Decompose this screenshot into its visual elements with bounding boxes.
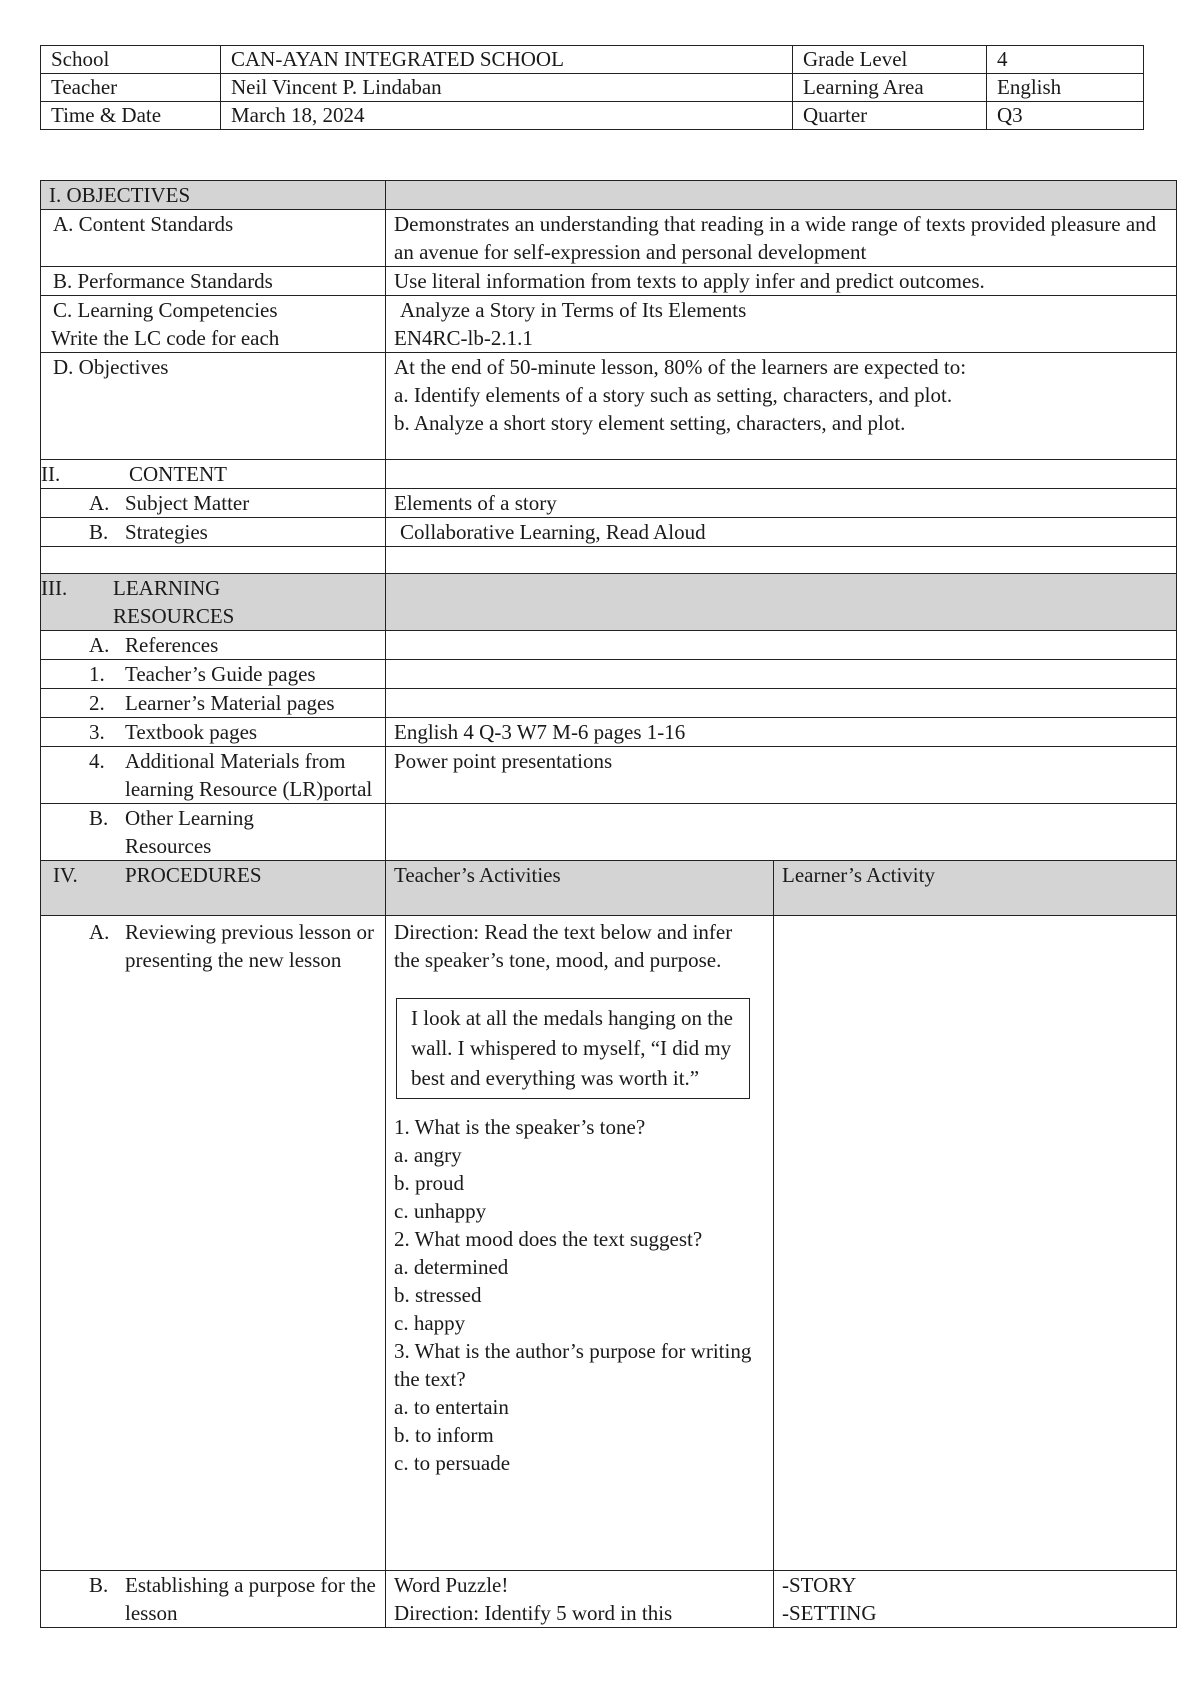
- question-line: 2. What mood does the text suggest?: [394, 1227, 703, 1251]
- content-standards-label: A. Content Standards: [41, 210, 386, 267]
- competencies-note: Write the LC code for each: [51, 326, 280, 350]
- procedure-a-marker: A.: [89, 920, 110, 944]
- objectives-row: [41, 353, 1177, 460]
- teacher-value: Neil Vincent P. Lindaban: [221, 74, 793, 102]
- strategies-value: Collaborative Learning, Read Aloud: [386, 518, 1177, 547]
- subject-marker: A.: [89, 491, 110, 515]
- other-resources-marker: B.: [89, 806, 109, 830]
- procedure-a-row: [41, 916, 1177, 1571]
- question-line: a. angry: [394, 1143, 462, 1167]
- header-row-school: [41, 46, 1144, 74]
- school-value: CAN-AYAN INTEGRATED SCHOOL: [221, 46, 793, 74]
- procedure-a-direction: Direction: Read the text below and infer the speaker’s tone, mood, and purpose.: [394, 920, 733, 972]
- resource-item-label: Teacher’s Guide pages: [125, 662, 316, 686]
- performance-standards-label: B. Performance Standards: [41, 267, 386, 296]
- question-line: c. to persuade: [394, 1451, 511, 1475]
- time-label: Time & Date: [41, 102, 221, 130]
- question-line: 1. What is the speaker’s tone?: [394, 1115, 646, 1139]
- procedures-header-row: [41, 861, 1177, 916]
- subject-value: Elements of a story: [386, 489, 1177, 518]
- procedure-a-label: Reviewing previous lesson or presenting the new lesson: [125, 920, 375, 972]
- resource-item-row: [41, 660, 1177, 689]
- learner-answer: -STORY: [782, 1573, 857, 1597]
- procedure-b-title: Word Puzzle!: [394, 1573, 509, 1597]
- resource-item-row: [41, 718, 1177, 747]
- content-standards-value: Demonstrates an understanding that reading in a wide range of texts provided pleasure and an avenue for self-expression and personal development: [386, 210, 1177, 267]
- resource-item-value: [386, 660, 1177, 689]
- content-title: CONTENT: [129, 462, 227, 486]
- quarter-value: Q3: [987, 102, 1144, 130]
- resource-item-row: [41, 747, 1177, 804]
- objectives-title: I. OBJECTIVES: [41, 181, 386, 210]
- resource-item-label: Additional Materials from learning Resource (LR)portal: [125, 749, 373, 801]
- blank-row: [41, 547, 1177, 574]
- quarter-label: Quarter: [793, 102, 987, 130]
- resources-numeral: III.: [41, 576, 68, 600]
- lesson-plan-table: [40, 180, 1177, 1628]
- question-line: a. determined: [394, 1255, 509, 1279]
- area-label: Learning Area: [793, 74, 987, 102]
- content-standards-row: [41, 210, 1177, 267]
- question-line: c. unhappy: [394, 1199, 487, 1223]
- other-resources-label: Other Learning Resources: [125, 806, 254, 858]
- procedures-numeral: IV.: [53, 863, 78, 887]
- strategies-marker: B.: [89, 520, 109, 544]
- resource-item-marker: 2.: [89, 691, 105, 715]
- learner-answer: -SETTING: [782, 1601, 877, 1625]
- time-value: March 18, 2024: [221, 102, 793, 130]
- resource-item-row: [41, 689, 1177, 718]
- procedure-b-direction: Direction: Identify 5 word in this: [394, 1601, 673, 1625]
- question-line: b. stressed: [394, 1283, 482, 1307]
- grade-value: 4: [987, 46, 1144, 74]
- procedures-title: PROCEDURES: [125, 863, 262, 887]
- header-table: [40, 45, 1144, 130]
- performance-standards-row: [41, 267, 1177, 296]
- area-value: English: [987, 74, 1144, 102]
- resource-item-value: English 4 Q-3 W7 M-6 pages 1-16: [386, 718, 1177, 747]
- objective-b: b. Analyze a short story element setting, characters, and plot.: [394, 411, 906, 435]
- performance-standards-value: Use literal information from texts to apply infer and predict outcomes.: [386, 267, 1177, 296]
- resource-item-marker: 4.: [89, 749, 105, 773]
- header-row-time: [41, 102, 1144, 130]
- teacher-activities-header: Teacher’s Activities: [386, 861, 774, 916]
- question-line: a. to entertain: [394, 1395, 509, 1419]
- strategies-row: [41, 518, 1177, 547]
- question-line: 3. What is the author’s purpose for writing the text?: [394, 1339, 752, 1391]
- competency-text: Analyze a Story in Terms of Its Elements: [400, 298, 747, 322]
- references-row: [41, 631, 1177, 660]
- resource-item-marker: 1.: [89, 662, 105, 686]
- competency-code: EN4RC-lb-2.1.1: [394, 326, 533, 350]
- objectives-label: D. Objectives: [41, 353, 386, 460]
- resource-item-value: Power point presentations: [386, 747, 1177, 804]
- references-label: References: [125, 633, 219, 657]
- resource-item-marker: 3.: [89, 720, 105, 744]
- resource-item-label: Learner’s Material pages: [125, 691, 335, 715]
- resources-title: LEARNING RESOURCES: [113, 576, 235, 628]
- grade-label: Grade Level: [793, 46, 987, 74]
- teacher-label: Teacher: [41, 74, 221, 102]
- content-numeral: II.: [41, 462, 61, 486]
- learner-activity-header: Learner’s Activity: [774, 861, 1177, 916]
- resource-item-value: [386, 689, 1177, 718]
- header-row-teacher: [41, 74, 1144, 102]
- competencies-label: C. Learning Competencies: [53, 298, 278, 322]
- references-marker: A.: [89, 633, 110, 657]
- resource-item-label: Textbook pages: [125, 720, 258, 744]
- subject-matter-row: [41, 489, 1177, 518]
- procedure-b-label: Establishing a purpose for the lesson: [125, 1573, 376, 1625]
- objectives-intro: At the end of 50-minute lesson, 80% of the learners are expected to:: [394, 355, 967, 379]
- passage-box: I look at all the medals hanging on the wall. I whispered to myself, “I did my best and everything was worth it.”: [396, 998, 750, 1099]
- procedure-b-marker: B.: [89, 1573, 109, 1597]
- question-line: b. proud: [394, 1171, 464, 1195]
- strategies-label: Strategies: [125, 520, 208, 544]
- school-label: School: [41, 46, 221, 74]
- resources-header-row: [41, 574, 1177, 631]
- subject-label: Subject Matter: [125, 491, 250, 515]
- objective-a: a. Identify elements of a story such as setting, characters, and plot.: [394, 383, 953, 407]
- competencies-row: [41, 296, 1177, 353]
- other-resources-row: [41, 804, 1177, 861]
- content-header-row: [41, 460, 1177, 489]
- learner-activity-a: [774, 916, 1177, 1571]
- question-line: c. happy: [394, 1311, 466, 1335]
- question-line: b. to inform: [394, 1423, 494, 1447]
- procedure-b-row: [41, 1571, 1177, 1628]
- objectives-header-row: [41, 181, 1177, 210]
